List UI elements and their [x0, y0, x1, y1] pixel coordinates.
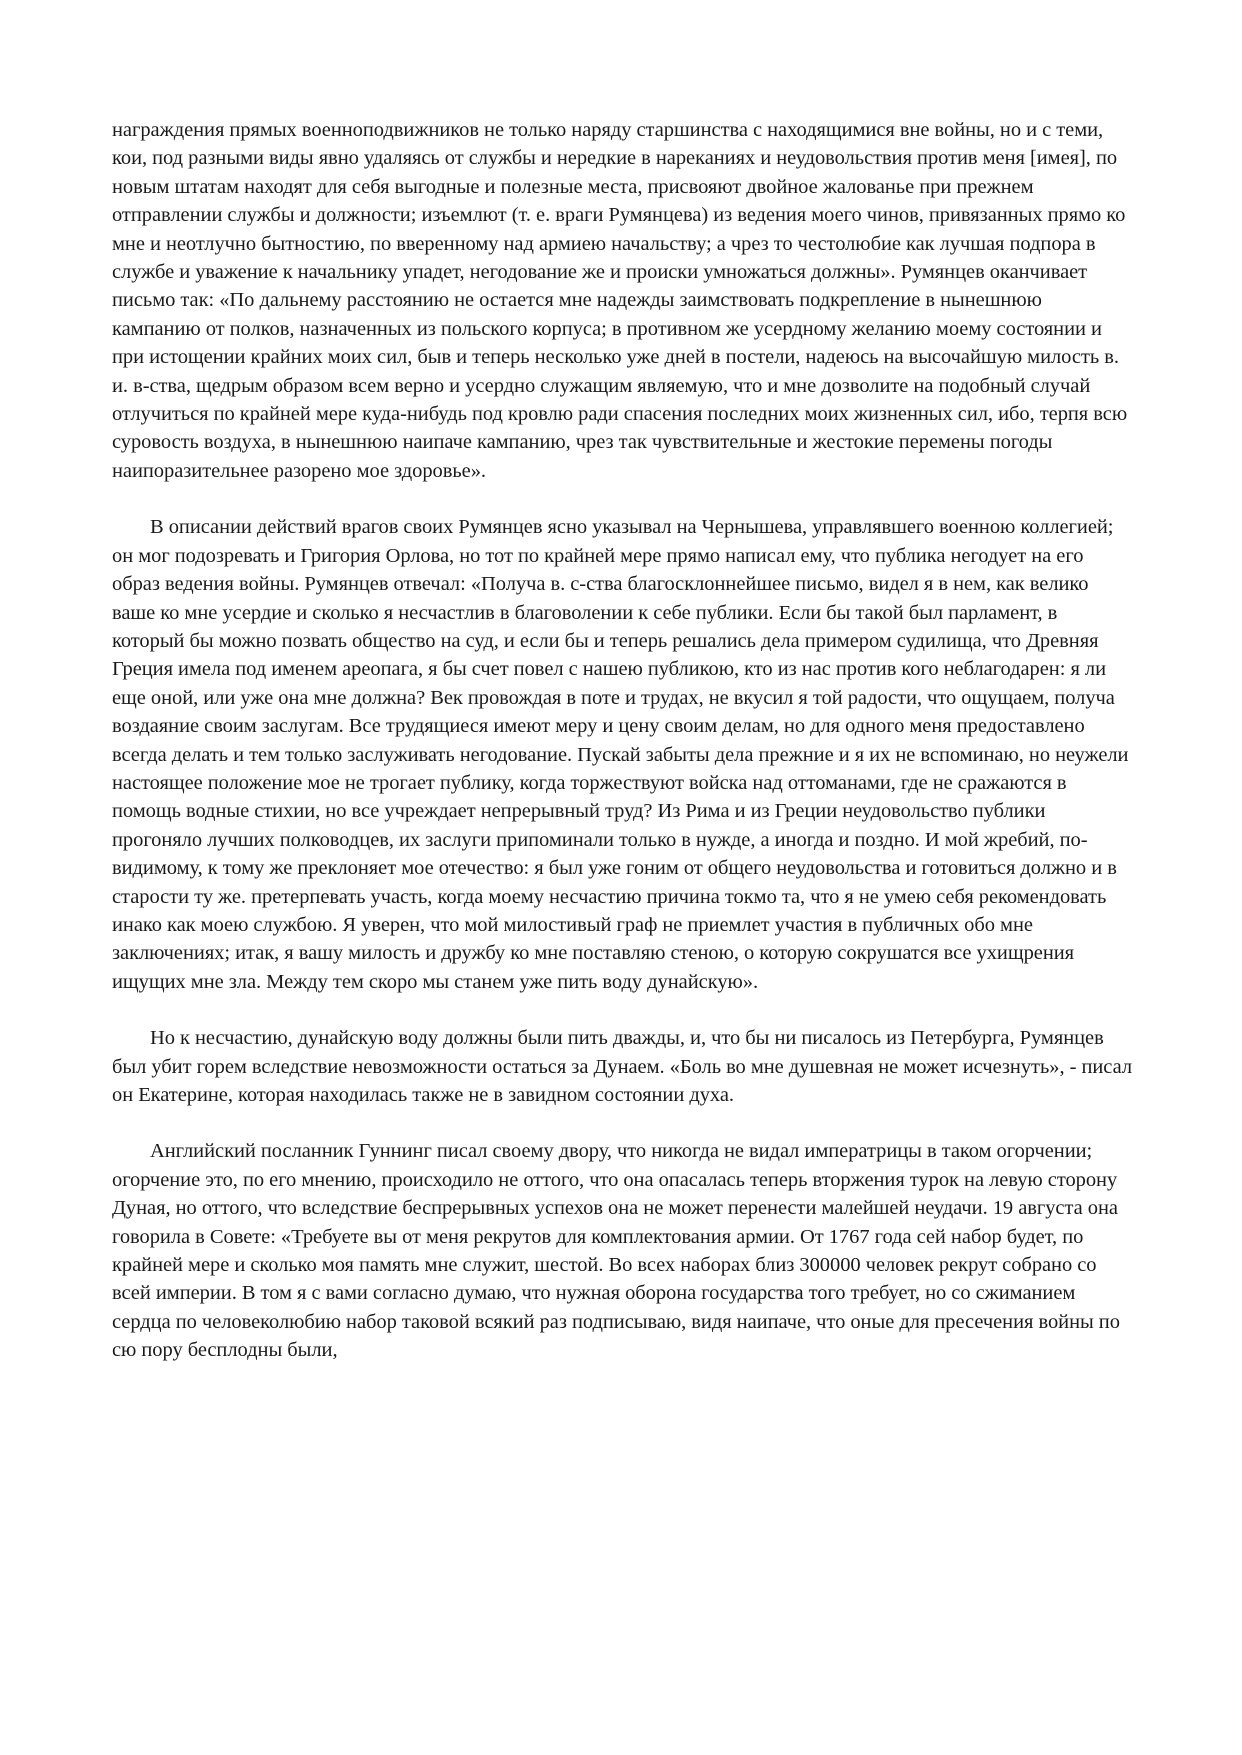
paragraph-continuation: награждения прямых военноподвижников не только наряду старшинства с находящимися вне войны, но и с теми, кои, под разными виды явно удаляясь от службы и нередкие в нареканиях и неудовольствия против меня [имея], по новым штатам находят для себя выгодные и полезные места, присвояют двойное жалованье при прежнем отправлении службы и должности; изъемлют (т. е. враги Румянцева) из ведения моего чинов, привязанных прямо ко мне и неотлучно бытностию, по вверенному над армиею начальству; а чрез то честолюбие как лучшая подпора в службе и уважение к начальнику упадет, негодование же и происки умножаться должны». Румянцев оканчивает письмо так: «По дальнему расстоянию не остается мне надежды заимствовать подкрепление в нынешнюю кампанию от полков, назначенных из польского корпуса; в противном же усердному желанию моему состоянии и при истощении крайних моих сил, быв и теперь несколько уже дней в постели, надеюсь на высочайшую милость в. и. в-ства, щедрым образом всем верно и усердно служащим являемую, что и мне дозволите на подобный случай отлучиться по крайней мере куда-нибудь под кровлю ради спасения последних моих жизненных сил, ибо, терпя всю суровость воздуха, в нынешнюю наипаче кампанию, чрез так чувствительные и жестокие перемены погоды наипоразительнее разорено мое здоровье».: [112, 119, 1128, 482]
document-page: [112, 116, 1132, 1393]
paragraph-rumyantsev-reply: В описании действий врагов своих Румянцев ясно указывал на Чернышева, управлявшего военною коллегией; он мог подозревать и Григория Орлова, но тот по крайней мере прямо написал ему, что публика негодует на его образ ведения войны. Румянцев отвечал: «Получа в. с-ства благосклоннейшее письмо, видел я в нем, как велико ваше ко мне усердие и сколько я несчастлив в благоволении к себе публики. Если бы такой был парламент, в который бы можно позвать общество на суд, и если бы и теперь решались дела примером судилища, что Древняя Греция имела под именем ареопага, я бы счет повел с нашею публикою, кто из нас против кого неблагодарен: я ли еще оной, или уже она мне должна? Век провождая в поте и трудах, не вкусил я той радости, что ощущаем, получа воздаяние своим заслугам. Все трудящиеся имеют меру и цену своим делам, но для одного меня предоставлено всегда делать и тем только заслуживать негодование. Пускай забыты дела прежние и я их не вспоминаю, но неужели настоящее положение мое не трогает публику, когда торжествуют войска над оттоманами, где не сражаются в помощь водные стихии, но все учреждает непрерывный труд? Из Рима и из Греции неудовольство публики прогоняло лучших полководцев, их заслуги припоминали только в нужде, а иногда и поздно. И мой жребий, по-видимому, к тому же преклоняет мое отечество: я был уже гоним от общего неудовольства и готовиться должно и в старости ту же. претерпевать участь, когда моему несчастию причина токмо та, что я не умею себя рекомендовать инако как моею службою. Я уверен, что мой милостивый граф не приемлет участия в публичных обо мне заключениях; итак, я вашу милость и дружбу ко мне поставляю стеною, о которую сокрушатся все ухищрения ищущих мне зла. Между тем скоро мы станем уже пить воду дунайскую».: [112, 516, 1129, 993]
paragraph-gunning: Английский посланник Гуннинг писал своему двору, что никогда не видал императрицы в таком огорчении; огорчение это, по его мнению, происходило не оттого, что она опасалась теперь вторжения турок на левую сторону Дуная, но оттого, что вследствие беспрерывных успехов она не может перенести малейшей неудачи. 19 августа она говорила в Совете: «Требуете вы от меня рекрутов для комплектования армии. От 1767 года сей набор будет, по крайней мере и сколько моя память мне служит, шестой. Во всех наборах близ 300000 человек рекрут собрано со всей империи. В том я с вами согласно думаю, что нужная оборона государства того требует, но со сжиманием сердца по человеколюбию набор таковой всякий раз подписываю, видя наипаче, что оные для пресечения войны по сю пору бесплодны были,: [112, 1140, 1120, 1362]
paragraph-danube: Но к несчастию, дунайскую воду должны были пить дважды, и, что бы ни писалось из Петербурга, Румянцев был убит горем вследствие невозможности остаться за Дунаем. «Боль во мне душевная не может исчезнуть», - писал он Екатерине, которая находилась также не в завидном состоянии духа.: [112, 1027, 1133, 1106]
